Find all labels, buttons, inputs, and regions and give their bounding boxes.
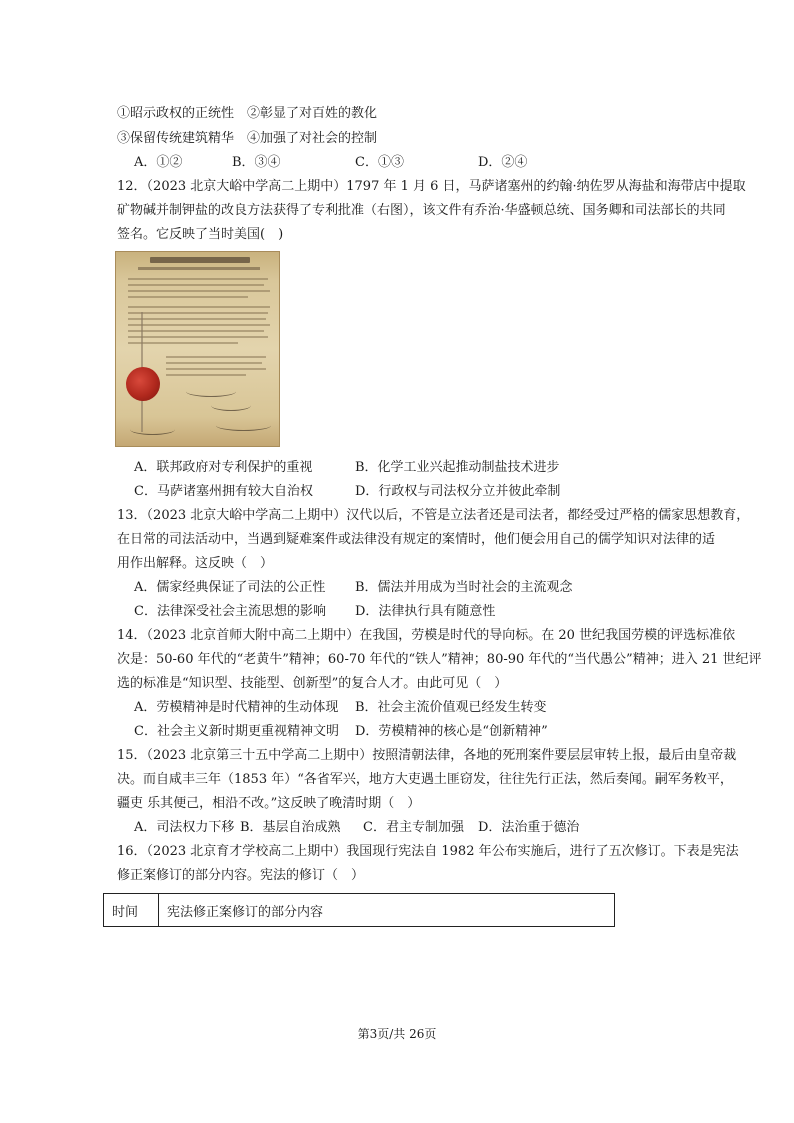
q16-stem-line1: 16．（2023 北京育才学校高二上期中）我国现行宪法自 1982 年公布实施后，进行了五次修订。下表是宪法 xyxy=(117,844,739,859)
signature xyxy=(186,386,236,397)
q14-stem-line3: 选的标准是“知识型、技能型、创新型”的复合人才。由此可见（ ） xyxy=(117,676,508,691)
q13-stem-line2: 在日常的司法活动中，当遇到疑难案件或法律没有规定的案情时，他们便会用自己的儒学知识对法律的适 xyxy=(117,532,716,547)
patent-text-line xyxy=(128,330,264,332)
constitution-amendment-table xyxy=(103,893,615,927)
q12-option-b: B．化学工业兴起推动制盐技术进步 xyxy=(355,460,560,475)
q13-option-a: A．儒家经典保证了司法的公正性 xyxy=(134,580,326,595)
q15-option-d: D．法治重于德治 xyxy=(478,820,580,835)
q12-option-a: A．联邦政府对专利保护的重视 xyxy=(134,460,313,475)
patent-text-line xyxy=(166,374,246,376)
patent-text-line xyxy=(128,342,238,344)
patent-text-line xyxy=(128,306,270,308)
q13-option-b: B．儒法并用成为当时社会的主流观念 xyxy=(355,580,573,595)
signature xyxy=(211,400,251,411)
q11-option-d: D．②④ xyxy=(478,155,528,170)
patent-text-line xyxy=(128,284,264,286)
patent-document-image xyxy=(115,251,280,447)
q13-stem-line1: 13．（2023 北京大峪中学高二上期中）汉代以后，不管是立法者还是司法者，都经受过严格的儒家思想教育， xyxy=(117,508,750,523)
q15-stem-line3: 疆吏 乐其便己，相沿不改。”这反映了晚清时期（ ） xyxy=(117,796,421,811)
q14-stem-line1: 14．（2023 北京首师大附中高二上期中）在我国，劳模是时代的导向标。在 20 世纪我国劳模的评选标准依 xyxy=(117,628,736,643)
q15-stem-line2: 决。而自咸丰三年（1853 年）“各省军兴，地方大吏遇土匪窃发，往往先行正法，然后奏闻。嗣军务敉平， xyxy=(117,772,733,787)
q13-stem-line3: 用作出解释。这反映（ ） xyxy=(117,556,274,571)
patent-text-line xyxy=(128,324,270,326)
q12-option-c: C．马萨诸塞州拥有较大自治权 xyxy=(134,484,313,499)
q15-option-c: C．君主专制加强 xyxy=(363,820,464,835)
q11-option-b: B．③④ xyxy=(232,155,281,170)
patent-text-line xyxy=(128,312,268,314)
q15-option-b: B．基层自治成熟 xyxy=(240,820,341,835)
q14-option-d: D．劳模精神的核心是“创新精神” xyxy=(355,724,548,739)
q16-stem-line2: 修正案修订的部分内容。宪法的修订（ ） xyxy=(117,868,365,883)
patent-text-line xyxy=(128,318,266,320)
patent-text-line xyxy=(128,278,268,280)
signature xyxy=(216,420,271,431)
patent-text-line xyxy=(166,356,266,358)
q11-option-c: C．①③ xyxy=(355,155,404,170)
table-header-time: 时间 xyxy=(104,894,159,927)
red-wax-seal xyxy=(126,367,160,401)
q14-option-c: C．社会主义新时期更重视精神文明 xyxy=(134,724,339,739)
table-header-row xyxy=(104,894,615,927)
patent-text-line xyxy=(128,296,248,298)
patent-text-line xyxy=(128,290,270,292)
q14-option-b: B．社会主流价值观已经发生转变 xyxy=(355,700,547,715)
patent-subheading xyxy=(138,267,260,270)
q12-stem-line3: 签名。它反映了当时美国( ) xyxy=(117,227,284,242)
q13-option-d: D．法律执行具有随意性 xyxy=(355,604,496,619)
q11-statements-line1: ①昭示政权的正统性 ②彰显了对百姓的教化 xyxy=(117,106,378,121)
patent-text-line xyxy=(128,336,268,338)
signature xyxy=(130,424,175,435)
q12-option-d: D．行政权与司法权分立并彼此牵制 xyxy=(355,484,561,499)
patent-heading xyxy=(150,257,250,263)
q15-option-a: A．司法权力下移 xyxy=(134,820,235,835)
q14-stem-line2: 次是：50-60 年代的“老黄牛”精神；60-70 年代的“铁人”精神；80-90 年代的“当代愚公”精神；进入 21 世纪评 xyxy=(117,652,762,667)
patent-text-line xyxy=(166,368,266,370)
q11-option-a: A．①② xyxy=(134,155,183,170)
q11-statements-line2: ③保留传统建筑精华 ④加强了对社会的控制 xyxy=(117,131,378,146)
table-header-content: 宪法修正案修订的部分内容 xyxy=(159,894,615,927)
q12-stem-line2: 矿物碱并制钾盐的改良方法获得了专利批准（右图），该文件有乔治·华盛顿总统、国务卿和司法部长的共同 xyxy=(117,203,726,218)
q13-option-c: C．法律深受社会主流思想的影响 xyxy=(134,604,326,619)
page-number: 第3页/共 26页 xyxy=(357,1027,437,1041)
q14-option-a: A．劳模精神是时代精神的生动体现 xyxy=(134,700,339,715)
q15-stem-line1: 15．（2023 北京第三十五中学高二上期中）按照清朝法律，各地的死刑案件要层层审转上报，最后由皇帝裁 xyxy=(117,748,737,763)
patent-text-line xyxy=(166,362,262,364)
q12-stem-line1: 12．（2023 北京大峪中学高二上期中）1797 年 1 月 6 日，马萨诸塞州的约翰·纳佐罗从海盐和海带店中提取 xyxy=(117,179,746,194)
